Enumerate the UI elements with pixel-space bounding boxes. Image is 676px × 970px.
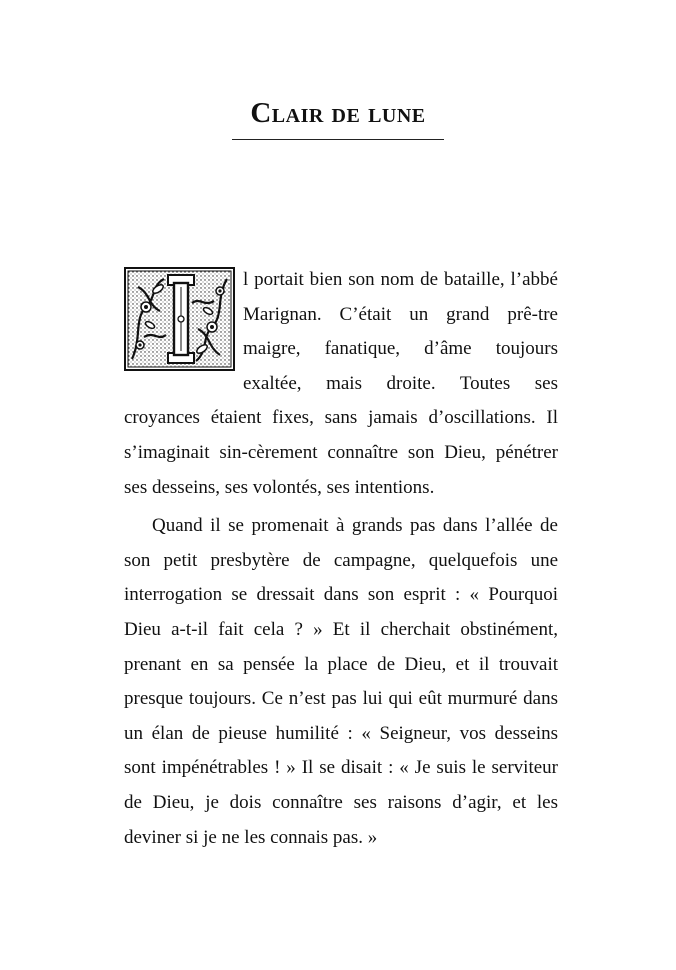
- title-underline: [232, 139, 444, 140]
- paragraph-1-text: l portait bien son nom de bataille, l’abbé Marignan. C’était un grand prê-tre maigre, fanatique, d’âme toujours exaltée, mais droite. Toutes ses croyances étaient fixes, sans jamais d’oscillations. Il s’imaginait sin-cèrement connaître son Dieu, pénétrer ses desseins, ses volontés, ses intentions.: [124, 269, 558, 498]
- chapter-body: [124, 263, 558, 855]
- chapter-title: Clair de lune: [250, 97, 426, 129]
- ornamental-dropcap: [124, 267, 235, 371]
- paragraph-2-text: Quand il se promenait à grands pas dans l’allée de son petit presbytère de campagne, quelquefois une interrogation se dressait dans son esprit : « Pourquoi Dieu a-t-il fait cela ? » Et il cherchait obstinément, prenant en sa pensée la place de Dieu, et il trouvait presque toujours. Ce n’est pas lui qui eût murmuré dans un élan de pieuse humilité : « Seigneur, vos desseins sont impénétrables ! » Il se disait : « Je suis le serviteur de Dieu, je dois connaître ses raisons d’agir, et les deviner si je ne les connais pas. »: [124, 515, 558, 848]
- paragraph-1: [124, 263, 558, 505]
- chapter-header: [0, 96, 676, 140]
- paragraph-2: [124, 509, 558, 855]
